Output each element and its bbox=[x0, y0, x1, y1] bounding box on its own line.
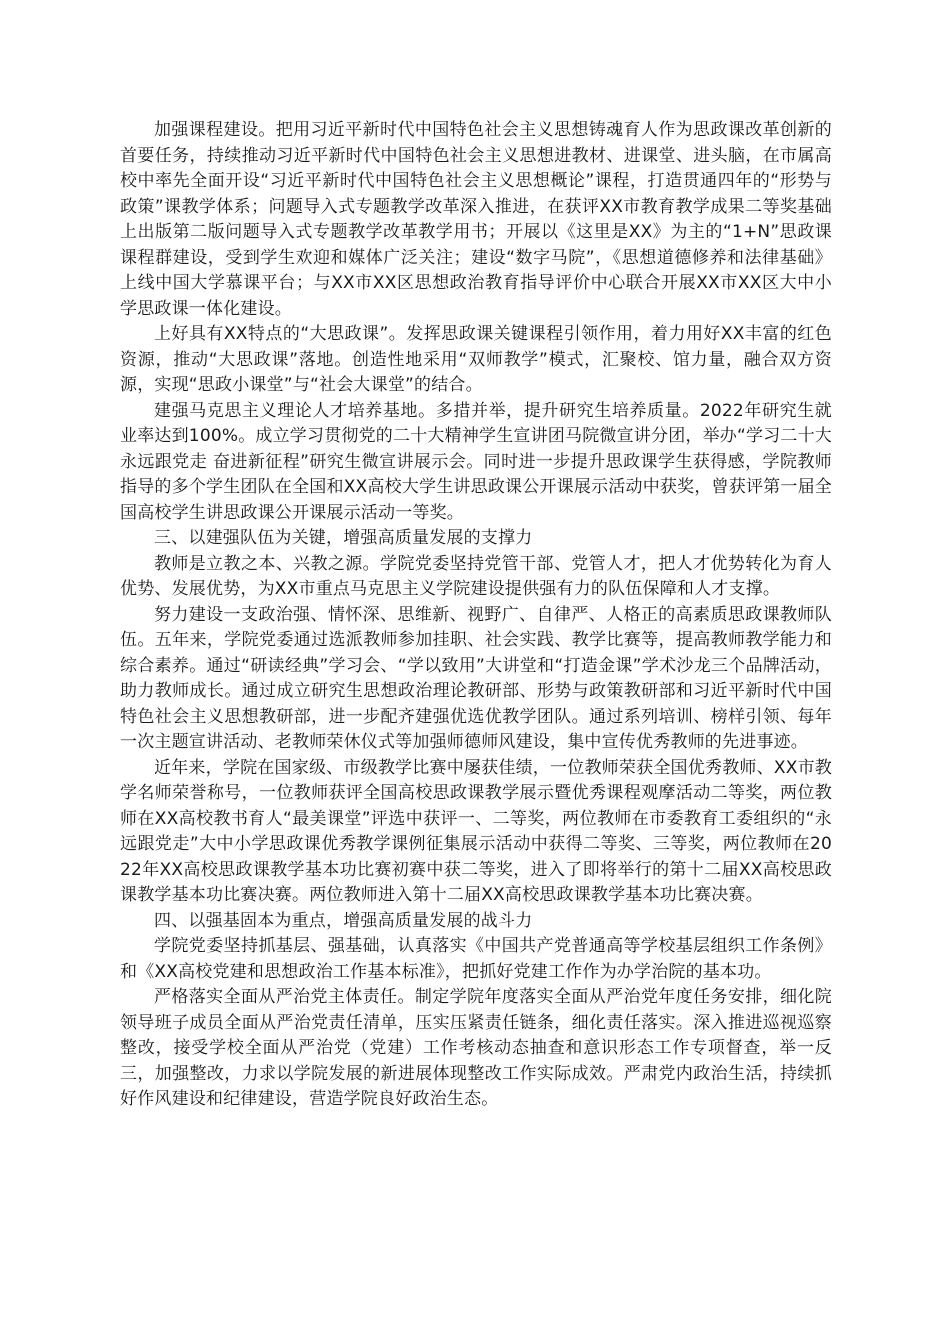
section-heading-3: 三、以建强队伍为关键，增强高质量发展的支撑力 bbox=[154, 528, 533, 548]
section-heading-4: 四、以强基固本为重点，增强高质量发展的战斗力 bbox=[154, 910, 533, 931]
paragraph-awards: 近年来，学院在国家级、市级教学比赛中屡获佳绩，一位教师荣获全国优秀教师、XX市教学名师荣誉称号，一位教师获评全国高校思政课教学展示暨优秀课程观摩活动二等奖，两位教师在XX高校教书育人“最美课堂”评选中获评一、二等奖，两位教师在市委教育工委组织的“永远跟党走”大中小学思政课优秀教学课例征集展示活动中获得二等奖、三等奖，两位教师在2022年XX高校思政课教学基本功比赛初赛中获二等奖，进入了即将举行的第十二届XX高校思政课教学基本功比赛决赛。两位教师进入第十二届XX高校思政课教学基本功比赛决赛。 bbox=[120, 757, 832, 905]
paragraph-course-construction: 加强课程建设。把用习近平新时代中国特色社会主义思想铸魂育人作为思政课改革创新的首要任务，持续推动习近平新时代中国特色社会主义思想进教材、进课堂、进头脑，在市属高校中率先全面开设“习近平新时代中国特色社会主义思想概论”课程，打造贯通四年的“形势与政策”课教学体系；问题导入式专题教学改革深入推进，在获评XX市教育教学成果二等奖基础上出版第二版问题导入式专题教学改革教学用书；开展以《这里是XX》为主的“1+N”思政课课程群建设，受到学生欢迎和媒体广泛关注；建设“数字马院”，《思想道德修养和法律基础》上线中国大学慕课平台；与XX市XX区思想政治教育指导评价中心联合开展XX市XX区大中小学思政课一体化建设。 bbox=[120, 120, 832, 319]
paragraph-strict-governance: 严格落实全面从严治党主体责任。制定学院年度落实全面从严治党年度任务安排，细化院领导班子成员全面从严治党责任清单，压实压紧责任链条，细化责任落实。深入推进巡视巡察整改，接受学校全面从严治党（党建）工作考核动态抽查和意识形态工作专项督查，举一反三，加强整改，力求以学院发展的新进展体现整改工作实际成效。严肃党内政治生活，持续抓好作风建设和纪律建设，营造学院良好政治生态。 bbox=[120, 987, 832, 1109]
document-body bbox=[120, 118, 832, 1113]
paragraph-teacher-foundation: 教师是立教之本、兴教之源。学院党委坚持党管干部、党管人才，把人才优势转化为育人优势、发展优势，为XX市重点马克思主义学院建设提供强有力的队伍保障和人才支撑。 bbox=[120, 553, 832, 599]
paragraph-party-building: 学院党委坚持抓基层、强基础，认真落实《中国共产党普通高等学校基层组织工作条例》和《XX高校党建和思想政治工作基本标准》，把抓好党建工作作为办学治院的基本功。 bbox=[120, 936, 832, 982]
paragraph-talent-base: 建强马克思主义理论人才培养基地。多措并举，提升研究生培养质量。2022年研究生就业率达到100%。成立学习贯彻党的二十大精神学生宣讲团马院微宣讲分团，举办“学习二十大 永远跟党走 奋进新征程”研究生微宣讲展示会。同时进一步提升思政课学生获得感，学院教师指导的多个学生团队在全国和XX高校大学生讲思政课公开课展示活动中获奖，曾获评第一届全国高校学生讲思政课公开课展示活动一等奖。 bbox=[120, 400, 833, 523]
paragraph-teacher-team: 努力建设一支政治强、情怀深、思维新、视野广、自律严、人格正的高素质思政课教师队伍。五年来，学院党委通过选派教师参加挂职、社会实践、教学比赛等，提高教师教学能力和综合素养。通过“研读经典”学习会、“学以致用”大讲堂和“打造金课”学术沙龙三个品牌活动，助力教师成长。通过成立研究生思想政治理论教研部、形势与政策教研部和习近平新时代中国特色社会主义思想教研部，进一步配齐建强优选优教学团队。通过系列培训、榜样引领、每年一次主题宣讲活动、老教师荣休仪式等加强师德师风建设，集中宣传优秀教师的先进事迹。 bbox=[120, 604, 832, 752]
paragraph-big-ideological-course: 上好具有XX特点的“大思政课”。发挥思政课关键课程引领作用，着力用好XX丰富的红色资源，推动“大思政课”落地。创造性地采用“双师教学”模式，汇聚校、馆力量，融合双方资源，实现“思政小课堂”与“社会大课堂”的结合。 bbox=[120, 324, 832, 395]
